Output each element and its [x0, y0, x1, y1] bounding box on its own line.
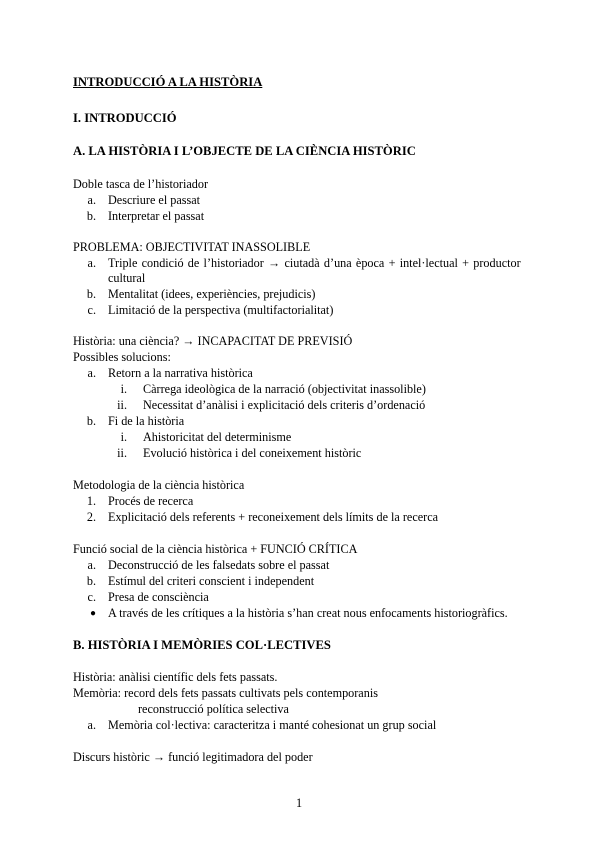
sublist-item: Evolució històrica i del coneixement històric [143, 446, 362, 460]
subsection-heading-b: B. HISTÒRIA I MEMÒRIES COL·LECTIVES [73, 638, 331, 652]
sublist-item: Càrrega ideològica de la narració (objectivitat inassolible) [143, 382, 426, 396]
sublist-item: Ahistoricitat del determinisme [143, 430, 292, 444]
list-marker: c. [87, 590, 96, 604]
list-item: Interpretar el passat [108, 209, 205, 223]
funcio-heading: Funció social de la ciència històrica + FUNCIÓ CRÍTICA [73, 542, 358, 556]
bullet-icon: ● [89, 608, 96, 619]
list-marker: a. [87, 558, 96, 572]
page-number: 1 [296, 796, 303, 810]
list-marker: a. [87, 256, 96, 270]
list-item: A través de les crítiques a la història s’han creat nous enfocaments historiogràfics. [108, 606, 508, 620]
historia-heading: Història: una ciència? → INCAPACITAT DE PREVISIÓ [73, 334, 353, 348]
sublist-marker: ii. [117, 446, 127, 460]
sublist-item: Necessitat d’anàlisi i explicitació dels criteris d’ordenació [143, 398, 426, 412]
historia-definition: Història: anàlisi científic dels fets passats. [73, 670, 278, 684]
list-marker: 2. [86, 510, 96, 524]
list-marker: b. [86, 574, 96, 588]
discurs-historic: Discurs històric → funció legitimadora del poder [73, 750, 313, 764]
list-item: Triple condició de l’historiador → ciutadà d’una època + intel·lectual + productor [108, 256, 521, 270]
list-marker: a. [87, 366, 96, 380]
list-item: Presa de consciència [108, 590, 209, 604]
list-item: Estímul del criteri conscient i independent [108, 574, 315, 588]
list-item: Procés de recerca [108, 494, 194, 508]
list-item-continuation: cultural [108, 271, 146, 285]
list-item: Fi de la història [108, 414, 185, 428]
list-item: Descriure el passat [108, 193, 201, 207]
document-title: INTRODUCCIÓ A LA HISTÒRIA [73, 75, 263, 89]
section-heading-introduccio: I. INTRODUCCIÓ [73, 111, 177, 125]
sublist-marker: i. [120, 430, 127, 444]
list-item: Memòria col·lectiva: caracteritza i manté cohesionat un grup social [108, 718, 437, 732]
list-marker: b. [86, 414, 96, 428]
list-item: Mentalitat (idees, experiències, prejudicis) [108, 287, 316, 301]
list-item: Deconstrucció de les falsedats sobre el passat [108, 558, 330, 572]
list-marker: b. [86, 287, 96, 301]
list-item: Limitació de la perspectiva (multifactorialitat) [108, 303, 334, 317]
doble-tasca-heading: Doble tasca de l’historiador [73, 177, 209, 191]
memoria-definition-continuation: reconstrucció política selectiva [138, 702, 289, 716]
list-marker: b. [86, 209, 96, 223]
list-marker: a. [87, 193, 96, 207]
problema-heading: PROBLEMA: OBJECTIVITAT INASSOLIBLE [73, 240, 311, 254]
sublist-marker: ii. [117, 398, 127, 412]
list-marker: c. [87, 303, 96, 317]
list-marker: 1. [86, 494, 96, 508]
metodologia-heading: Metodologia de la ciència històrica [73, 478, 245, 492]
list-marker: a. [87, 718, 96, 732]
list-item: Explicitació dels referents + reconeixement dels límits de la recerca [108, 510, 439, 524]
list-item: Retorn a la narrativa històrica [108, 366, 253, 380]
subsection-heading-a: A. LA HISTÒRIA I L’OBJECTE DE LA CIÈNCIA HISTÒRIC [73, 144, 416, 158]
sublist-marker: i. [120, 382, 127, 396]
memoria-definition: Memòria: record dels fets passats cultivats pels contemporanis [73, 686, 378, 700]
possibles-solucions: Possibles solucions: [73, 350, 171, 364]
